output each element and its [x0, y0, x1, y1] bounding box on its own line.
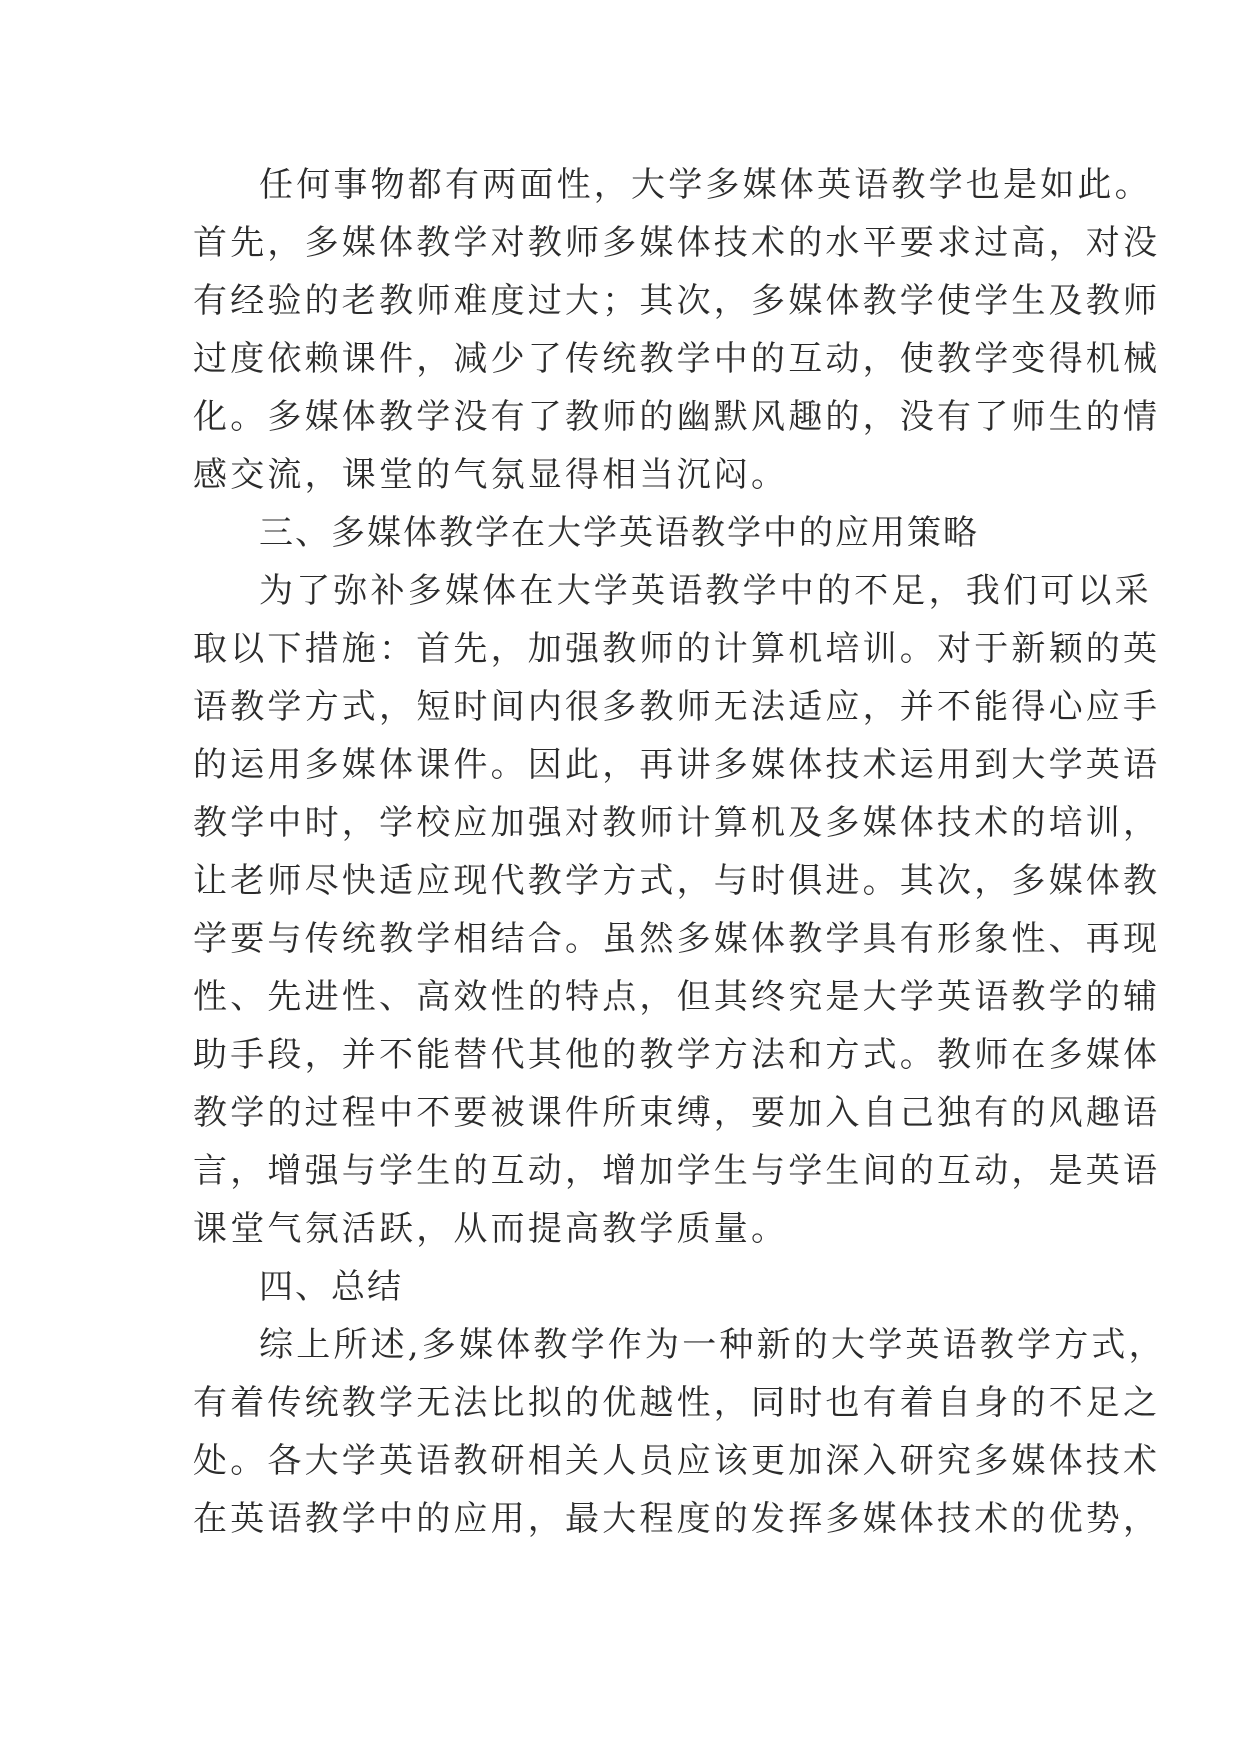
paragraph-2-line-9: 助手段，并不能替代其他的教学方法和方式。教师在多媒体 [193, 1035, 1161, 1075]
paragraph-2-line-2: 取以下措施：首先，加强教师的计算机培训。对于新颖的英 [193, 629, 1161, 669]
paragraph-2-line-10: 教学的过程中不要被课件所束缚，要加入自己独有的风趣语 [193, 1093, 1161, 1133]
paragraph-1-line-4: 过度依赖课件，减少了传统教学中的互动，使教学变得机械 [193, 339, 1161, 379]
paragraph-3-line-4: 在英语教学中的应用，最大程度的发挥多媒体技术的优势， [193, 1499, 1161, 1539]
paragraph-2-line-7: 学要与传统教学相结合。虽然多媒体教学具有形象性、再现 [193, 919, 1161, 959]
paragraph-3-line-2: 有着传统教学无法比拟的优越性，同时也有着自身的不足之 [193, 1383, 1161, 1423]
paragraph-2-line-8: 性、先进性、高效性的特点，但其终究是大学英语教学的辅 [193, 977, 1161, 1017]
paragraph-1-line-3: 有经验的老教师难度过大；其次，多媒体教学使学生及教师 [193, 281, 1161, 321]
paragraph-2-line-12: 课堂气氛活跃，从而提高教学质量。 [193, 1209, 789, 1249]
paragraph-1-line-5: 化。多媒体教学没有了教师的幽默风趣的，没有了师生的情 [193, 397, 1161, 437]
paragraph-1-line-1: 任何事物都有两面性，大学多媒体英语教学也是如此。 [259, 165, 1152, 205]
paragraph-3-line-3: 处。各大学英语教研相关人员应该更加深入研究多媒体技术 [193, 1441, 1161, 1481]
paragraph-2-line-3: 语教学方式，短时间内很多教师无法适应，并不能得心应手 [193, 687, 1161, 727]
paragraph-2-line-5: 教学中时，学校应加强对教师计算机及多媒体技术的培训， [193, 803, 1161, 843]
paragraph-2-line-6: 让老师尽快适应现代教学方式，与时俱进。其次，多媒体教 [193, 861, 1161, 901]
paragraph-2-line-1: 为了弥补多媒体在大学英语教学中的不足，我们可以采 [259, 571, 1152, 611]
paragraph-1-line-6: 感交流，课堂的气氛显得相当沉闷。 [193, 455, 789, 495]
paragraph-2-line-11: 言，增强与学生的互动，增加学生与学生间的互动，是英语 [193, 1151, 1161, 1191]
paragraph-3-line-1: 综上所述,多媒体教学作为一种新的大学英语教学方式， [259, 1325, 1166, 1365]
paragraph-1-line-2: 首先，多媒体教学对教师多媒体技术的水平要求过高，对没 [193, 223, 1161, 263]
paragraph-2-line-4: 的运用多媒体课件。因此，再讲多媒体技术运用到大学英语 [193, 745, 1161, 785]
section-heading-3: 三、多媒体教学在大学英语教学中的应用策略 [259, 513, 979, 553]
section-heading-4: 四、总结 [259, 1267, 403, 1307]
